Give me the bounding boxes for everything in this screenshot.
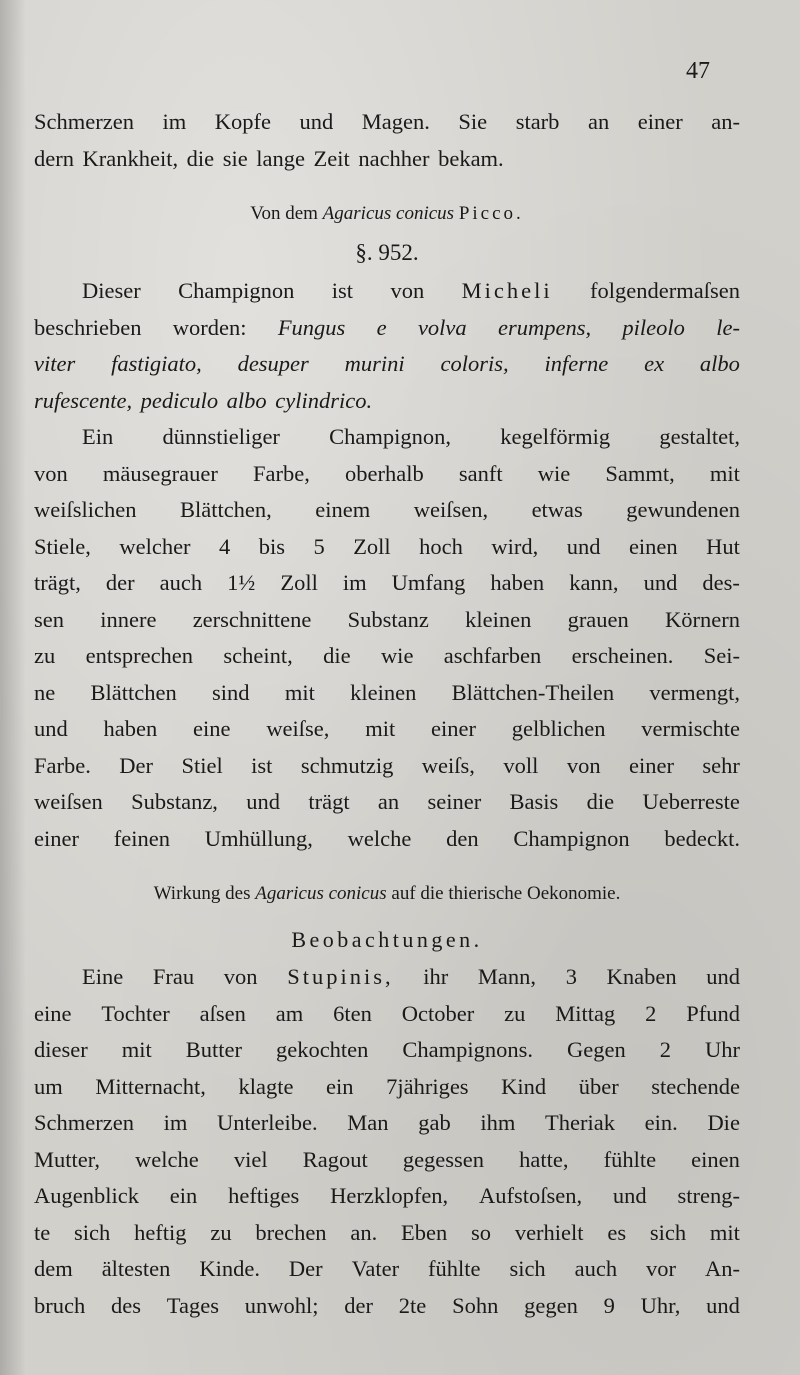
word: Unterleibe. — [217, 1110, 318, 1135]
word: fastigiato, — [111, 351, 202, 376]
text-line — [34, 492, 740, 529]
word: Augenblick — [34, 1183, 139, 1208]
word: einen — [628, 533, 678, 559]
word: gelblichen — [511, 716, 606, 741]
word: Der — [288, 1256, 323, 1281]
word: Basis — [509, 789, 559, 814]
word: haben — [103, 716, 158, 741]
word: vermengt, — [649, 679, 740, 705]
word: die — [586, 789, 615, 814]
text-line — [34, 711, 740, 748]
word: Herzklopfen, — [330, 1183, 449, 1208]
text-line — [34, 1178, 740, 1215]
observations-heading: Beobachtungen. — [291, 927, 483, 952]
word: Die — [707, 1110, 740, 1135]
word: von — [390, 278, 425, 303]
word: Gegen — [567, 1037, 626, 1062]
word: Tages — [166, 1292, 219, 1318]
word: le- — [716, 314, 740, 340]
word: Zoll — [353, 533, 391, 559]
word: Hut — [706, 533, 740, 559]
word: und — [566, 533, 601, 559]
word: Micheli — [461, 278, 553, 303]
word: wird, — [491, 533, 539, 559]
word: gegen — [524, 1292, 578, 1318]
word: Vater — [351, 1256, 400, 1281]
word: Eine — [82, 964, 124, 989]
word: Kopfe — [214, 109, 271, 134]
word: desuper — [237, 351, 309, 376]
word: der — [344, 1292, 374, 1318]
section-number: §. 952. — [355, 240, 419, 265]
word: weiſse, — [266, 716, 330, 741]
word: mäusegrauer — [102, 460, 218, 486]
word: heftiges — [228, 1183, 300, 1208]
text-line — [34, 565, 740, 602]
word: welche — [347, 825, 412, 851]
word: erscheinen. — [571, 643, 674, 668]
word: Dieser — [82, 278, 141, 303]
word: Der — [119, 752, 154, 778]
word: trägt, — [34, 570, 81, 595]
word: Schmerzen — [34, 1110, 134, 1135]
word: sen — [34, 606, 64, 632]
word: von — [566, 752, 601, 778]
word: im — [342, 570, 367, 595]
word: am — [275, 1000, 304, 1026]
word: fühlte — [603, 1146, 657, 1172]
section-heading-species — [34, 195, 740, 233]
word: an — [587, 109, 610, 134]
word: Pfund — [686, 1000, 740, 1026]
word: 7jähriges — [386, 1073, 469, 1099]
text-line — [34, 638, 740, 675]
word: rufescente, — [34, 387, 133, 413]
word: eine — [193, 716, 231, 741]
word: 4 — [219, 533, 231, 559]
word: einer — [34, 825, 79, 851]
word: folgendermaſsen — [590, 278, 740, 303]
word: Stupinis, — [287, 964, 394, 989]
word: schmutzig — [300, 752, 394, 778]
word: Mitternacht, — [95, 1073, 206, 1099]
word: starb — [515, 109, 560, 134]
word: und — [706, 1292, 740, 1318]
word: cylindrico. — [275, 387, 373, 413]
word: im — [162, 109, 187, 134]
word: 1½ — [227, 570, 256, 595]
word: Körnern — [665, 606, 740, 632]
word: oberhalb — [344, 460, 424, 486]
word: dünnstieliger — [162, 424, 280, 449]
word: hoch — [419, 533, 463, 559]
word: einem — [315, 497, 371, 522]
text-line — [34, 529, 740, 566]
heading-species-name: Agaricus conicus — [255, 883, 387, 904]
word: stechende — [651, 1073, 740, 1099]
heading-species-name: Agaricus conicus — [322, 203, 455, 224]
word: ex — [644, 351, 665, 376]
word: bedeckt. — [664, 825, 740, 851]
word: viter — [34, 351, 76, 376]
word: sind — [212, 679, 250, 705]
word: Ragout — [302, 1146, 368, 1172]
word: sie — [222, 145, 248, 171]
word: mit — [365, 716, 396, 741]
word: Uhr — [704, 1037, 740, 1062]
text-line — [34, 1069, 740, 1106]
word: Blättchen, — [179, 497, 272, 522]
word: an. — [350, 1219, 378, 1245]
word: An- — [704, 1256, 740, 1281]
word: Knaben — [606, 964, 677, 989]
word: ist — [251, 752, 273, 778]
page-number: 47 — [686, 58, 710, 84]
word: erumpens, — [497, 314, 592, 340]
text-line — [34, 1105, 740, 1142]
text-line — [34, 748, 740, 785]
text-line — [34, 346, 740, 383]
word: feinen — [113, 825, 170, 851]
word: Sei- — [703, 643, 740, 668]
word: Stiel — [181, 752, 223, 778]
word: sehr — [702, 752, 740, 778]
word: scheint, — [223, 643, 293, 668]
word: vor — [646, 1256, 677, 1281]
word: weiſslichen — [34, 497, 137, 522]
word: Kind — [501, 1073, 547, 1099]
text-line — [34, 1251, 740, 1288]
text-line — [34, 1142, 740, 1179]
word: viel — [233, 1146, 268, 1172]
word: Mann, — [477, 964, 537, 989]
word: gewundenen — [626, 497, 740, 522]
word: 2te — [398, 1292, 427, 1318]
word: ein — [169, 1183, 198, 1208]
word: entsprechen — [85, 643, 194, 668]
word: kleinen — [350, 679, 417, 705]
word: kann, — [569, 570, 619, 595]
word: die — [186, 145, 215, 171]
word: Zeit — [313, 145, 350, 171]
word: welche — [135, 1146, 199, 1172]
word: weiſsen — [34, 789, 103, 814]
word: albo — [699, 351, 740, 376]
word: lange — [256, 145, 305, 171]
text-line — [34, 383, 740, 420]
text-line — [34, 1215, 740, 1252]
word: den — [446, 825, 479, 851]
word: vermischte — [641, 716, 740, 741]
word: einer — [431, 716, 476, 741]
word: heftig — [134, 1219, 187, 1245]
word: der — [105, 570, 135, 595]
word: zu — [210, 1219, 232, 1245]
word: dem — [34, 1256, 73, 1281]
intro-paragraph — [34, 104, 740, 177]
word: Magen. — [361, 109, 430, 134]
word: Champignon, — [329, 424, 452, 449]
word: auch — [159, 570, 203, 595]
word: welcher — [119, 533, 191, 559]
text-line — [34, 821, 740, 858]
word: murini — [344, 351, 405, 376]
word: eine — [34, 1000, 72, 1026]
word: sich — [649, 1219, 687, 1245]
word: Farbe. — [34, 752, 91, 778]
word: seiner — [427, 789, 482, 814]
word: wie — [380, 643, 414, 668]
word: im — [163, 1110, 188, 1135]
word: es — [607, 1219, 627, 1245]
text-line — [34, 1032, 740, 1069]
word: einer — [637, 109, 683, 134]
text-line — [34, 602, 740, 639]
word: gekochten — [275, 1037, 369, 1062]
word: Champignons. — [402, 1037, 534, 1062]
word: an — [377, 789, 400, 814]
word: brechen — [255, 1219, 327, 1245]
word: ne — [34, 679, 56, 705]
section-heading-effects — [34, 875, 740, 913]
word: sich — [509, 1256, 546, 1281]
word: albo — [226, 387, 267, 413]
text-line — [34, 1288, 740, 1325]
word: um — [34, 1073, 63, 1099]
word: verhielt — [514, 1219, 584, 1245]
word: aſsen — [199, 1000, 246, 1026]
word: und — [612, 1183, 647, 1208]
word: Substanz — [347, 606, 429, 632]
word: Blättchen — [90, 679, 177, 705]
text-line — [34, 784, 740, 821]
word: auch — [574, 1256, 618, 1281]
word: innere — [100, 606, 157, 632]
word: ältesten — [101, 1256, 171, 1281]
word: October — [401, 1000, 475, 1026]
word: und — [643, 570, 678, 595]
word: einer — [629, 752, 674, 778]
word: Kinde. — [199, 1256, 260, 1281]
word: volva — [417, 314, 467, 340]
word: so — [471, 1219, 492, 1245]
word: 5 — [313, 533, 325, 559]
word: Eben — [401, 1219, 448, 1245]
text-line — [34, 104, 740, 141]
text-line — [34, 996, 740, 1033]
word: wie — [537, 460, 571, 486]
text-line — [34, 456, 740, 493]
word: aschfarben — [443, 643, 542, 668]
word: weiſsen, — [413, 497, 489, 522]
word: Mutter, — [34, 1146, 100, 1172]
body-paragraph — [34, 419, 740, 857]
word: voll — [503, 752, 539, 778]
word: 2 — [659, 1037, 671, 1062]
word: Umfang — [391, 570, 466, 595]
word: Schmerzen — [34, 109, 134, 134]
word: Zoll — [280, 570, 318, 595]
word: Aufstoſsen, — [478, 1183, 583, 1208]
word: kegelförmig — [500, 424, 611, 449]
word: grauen — [567, 606, 629, 632]
heading-prefix: Von dem — [250, 203, 318, 224]
word: Farbe, — [252, 460, 310, 486]
word: Theriak — [545, 1110, 615, 1135]
word: coloris, — [440, 351, 509, 376]
word: e — [376, 314, 387, 340]
word: streng- — [677, 1183, 740, 1208]
word: Stiele, — [34, 533, 91, 559]
word: Champignon — [513, 825, 630, 851]
word: unwohl; — [244, 1292, 319, 1318]
heading-suffix: auf die thierische Oekonomie. — [391, 883, 621, 904]
word: ein — [326, 1073, 354, 1099]
word: Ueberreste — [642, 789, 740, 814]
word: inferne — [544, 351, 609, 376]
word: Mittag — [555, 1000, 616, 1026]
text-line — [34, 419, 740, 456]
word: kleinen — [465, 606, 532, 632]
word: bruch — [34, 1292, 86, 1318]
word: hatte, — [519, 1146, 569, 1172]
word: Fungus — [277, 314, 346, 340]
heading-author: Picco. — [458, 203, 524, 224]
word: ihr — [423, 964, 449, 989]
word: Champignon — [178, 278, 295, 303]
word: 2 — [645, 1000, 657, 1026]
word: zu — [34, 643, 56, 668]
text-line — [34, 310, 740, 347]
word: fühlte — [428, 1256, 481, 1281]
word: zu — [504, 1000, 526, 1026]
word: und — [34, 716, 68, 741]
word: Umhüllung, — [204, 825, 313, 851]
word: Man — [347, 1110, 389, 1135]
word: pileolo — [622, 314, 685, 340]
word: 3 — [565, 964, 577, 989]
heading-prefix: Wirkung des — [153, 883, 251, 904]
word: Butter — [185, 1037, 242, 1062]
word: Blättchen-Theilen — [451, 679, 615, 705]
word: Substanz, — [131, 789, 218, 814]
word: etwas — [531, 497, 583, 522]
word: nachher — [358, 145, 430, 171]
word: 9 — [603, 1292, 615, 1318]
word: einen — [691, 1146, 740, 1172]
word: zerschnittene — [192, 606, 312, 632]
observations-paragraph — [34, 959, 740, 1324]
word: Uhr, — [640, 1292, 681, 1318]
word: pediculo — [140, 387, 219, 413]
word: ihm — [480, 1110, 516, 1135]
word: Sammt, — [605, 460, 675, 486]
page-content — [34, 104, 740, 1324]
word: worden: — [172, 314, 247, 340]
word: gegessen — [402, 1146, 485, 1172]
word: te — [34, 1219, 51, 1245]
word: die — [323, 643, 351, 668]
word: haben — [490, 570, 545, 595]
word: Sohn — [452, 1292, 499, 1318]
word: Sie — [458, 109, 488, 134]
word: dieser — [34, 1037, 88, 1062]
description-paragraph — [34, 273, 740, 419]
word: des — [111, 1292, 142, 1318]
word: von — [34, 460, 68, 486]
word: von — [223, 964, 258, 989]
word: mit — [709, 1219, 740, 1245]
word: ein. — [644, 1110, 678, 1135]
word: gestaltet, — [659, 424, 740, 449]
text-line — [34, 959, 740, 996]
word: klagte — [238, 1073, 294, 1099]
text-line — [34, 273, 740, 310]
text-line — [34, 675, 740, 712]
word: ist — [331, 278, 354, 303]
word: an- — [711, 109, 740, 134]
page-spine-shadow — [0, 0, 26, 1375]
word: mit — [284, 679, 315, 705]
word: und — [299, 109, 334, 134]
word: Ein — [82, 424, 114, 449]
word: beschrieben — [34, 314, 142, 340]
word: 6ten — [333, 1000, 372, 1026]
word: über — [578, 1073, 619, 1099]
word: bekam. — [438, 145, 504, 171]
word: trägt — [308, 789, 350, 814]
word: Tochter — [101, 1000, 170, 1026]
word: bis — [258, 533, 285, 559]
word: mit — [121, 1037, 152, 1062]
word: Krankheit, — [82, 145, 179, 171]
word: dern — [34, 145, 74, 171]
word: sich — [74, 1219, 111, 1245]
word: des- — [702, 570, 740, 595]
word: mit — [709, 460, 740, 486]
word: gab — [418, 1110, 451, 1135]
text-line — [34, 141, 740, 178]
word: weiſs, — [421, 752, 475, 778]
word: und — [706, 964, 740, 989]
word: und — [246, 789, 281, 814]
word: sanft — [458, 460, 503, 486]
word: Frau — [152, 964, 195, 989]
